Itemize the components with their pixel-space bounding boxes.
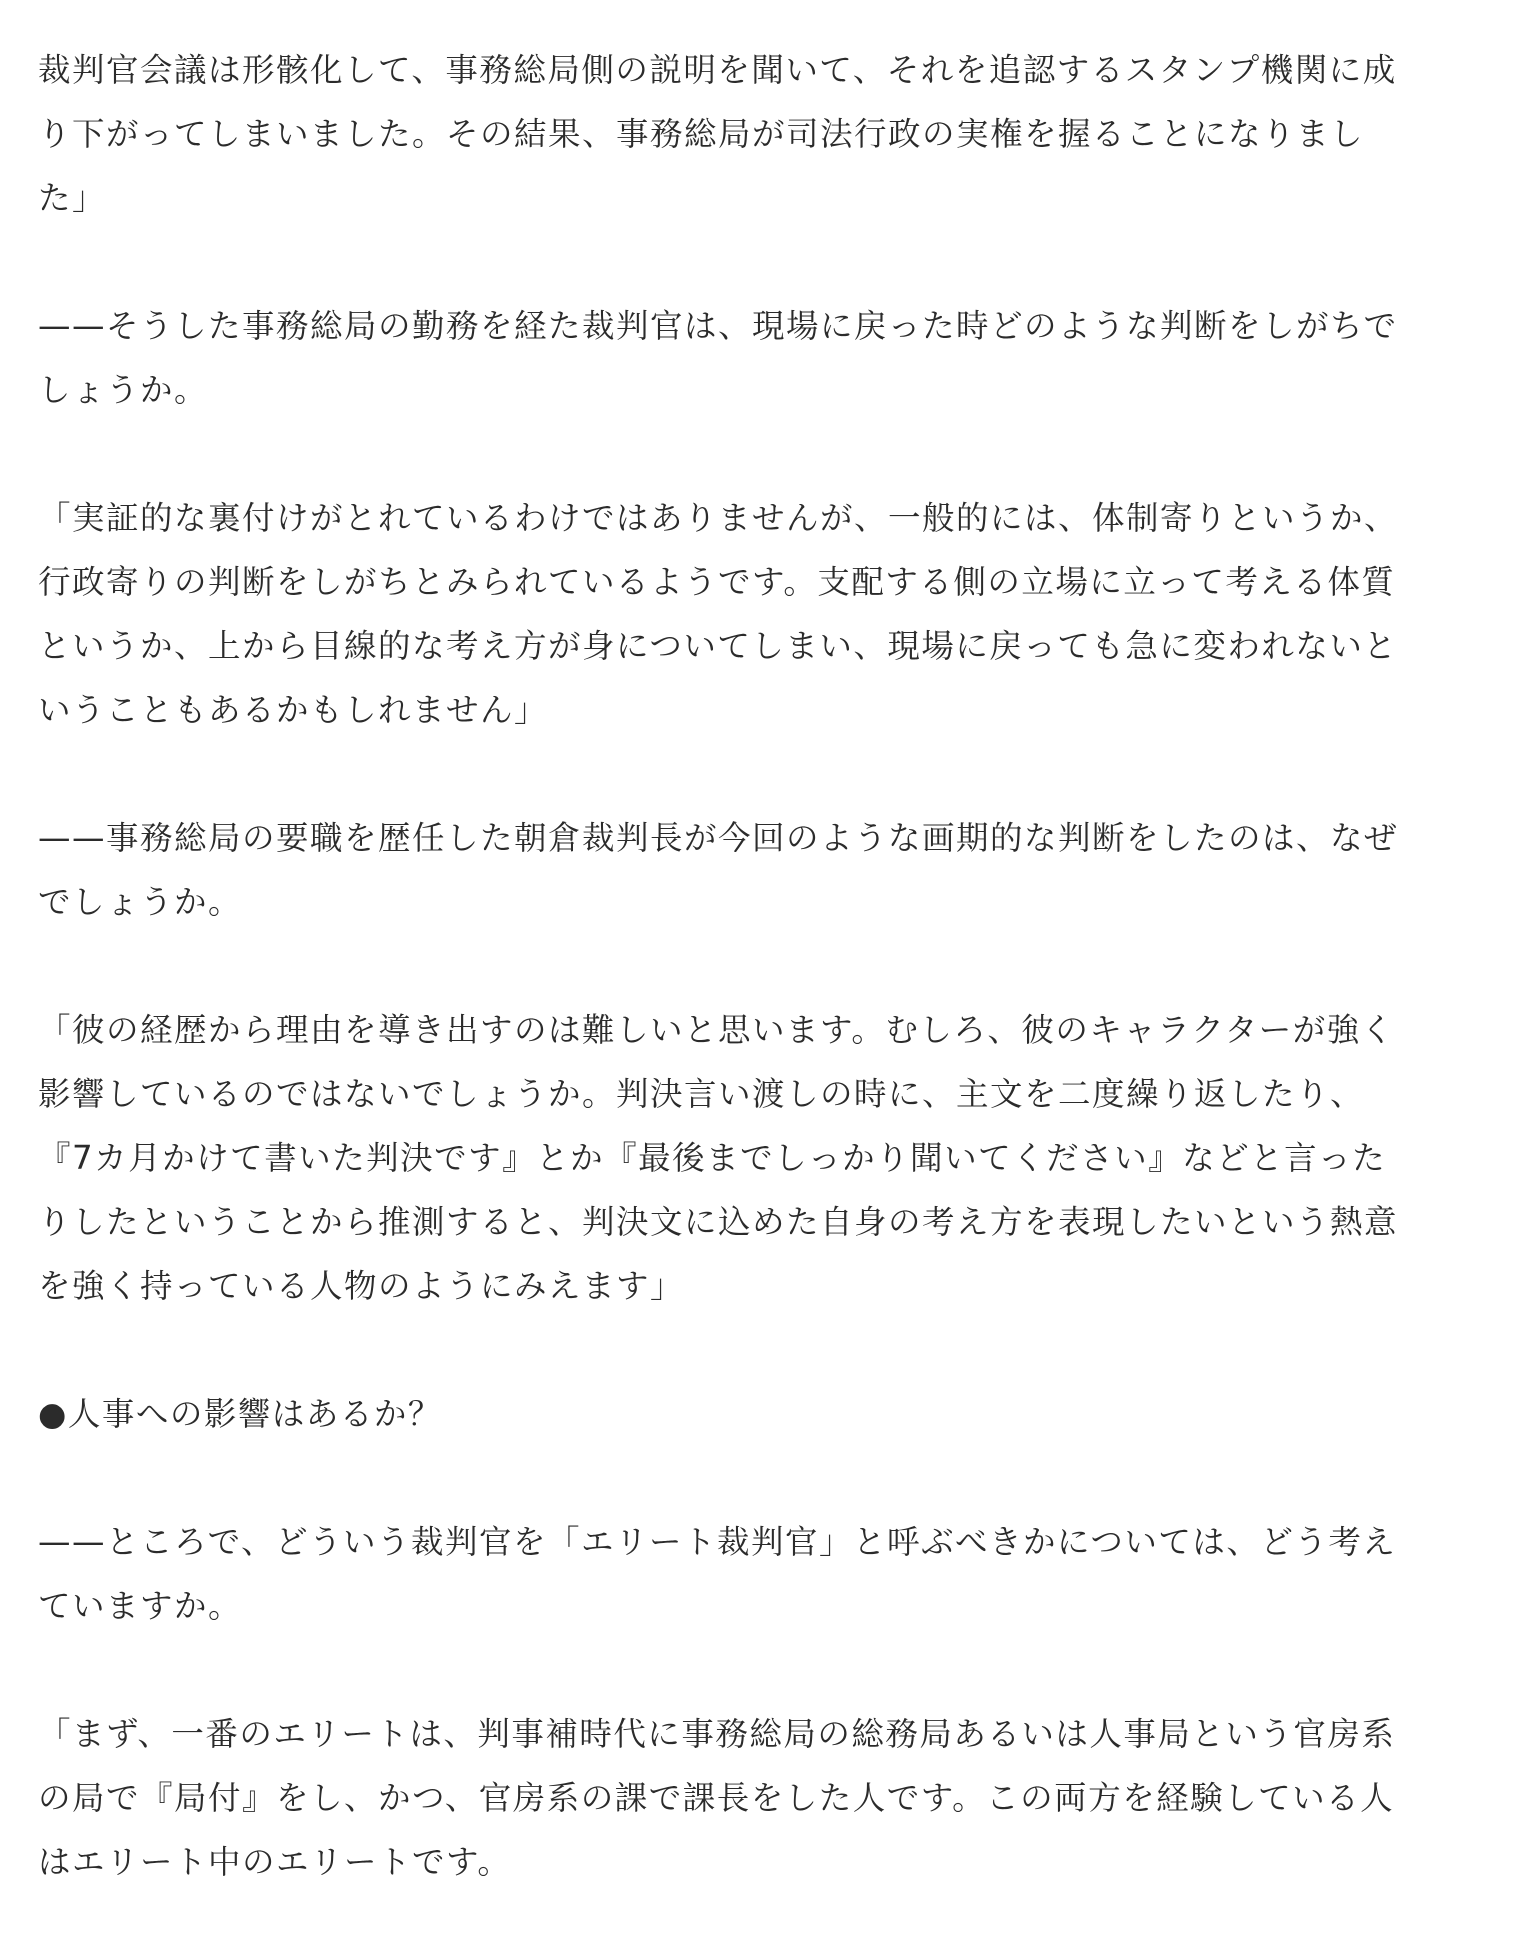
answer-paragraph — [38, 1702, 1490, 1894]
text-line: ——事務総局の要職を歴任した朝倉裁判長が今回のような画期的な判断をしたのは、なぜ — [38, 819, 1399, 857]
text-line: 影響しているのではないでしょうか。判決言い渡しの時に、主文を二度繰り返したり、 — [38, 1075, 1365, 1113]
answer-paragraph — [38, 998, 1490, 1318]
question-paragraph — [38, 806, 1490, 934]
question-paragraph — [38, 1510, 1490, 1638]
text-line: でしょうか。 — [38, 883, 243, 921]
text-line: 裁判官会議は形骸化して、事務総局側の説明を聞いて、それを追認するスタンプ機関に成 — [38, 51, 1397, 89]
text-line: りしたということから推測すると、判決文に込めた自身の考え方を表現したいという熱意 — [38, 1203, 1399, 1241]
text-line: 「実証的な裏付けがとれているわけではありませんが、一般的には、体制寄りというか、 — [38, 499, 1399, 537]
text-line: り下がってしまいました。その結果、事務総局が司法行政の実権を握ることになりまし — [38, 115, 1365, 153]
article-body — [38, 38, 1490, 1958]
question-paragraph — [38, 294, 1490, 422]
text-line: ——そうした事務総局の勤務を経た裁判官は、現場に戻った時どのような判断をしがちで — [38, 307, 1398, 345]
text-line: 「彼の経歴から理由を導き出すのは難しいと思います。むしろ、彼のキャラクターが強く — [38, 1011, 1395, 1049]
text-line: の局で『局付』をし、かつ、官房系の課で課長をした人です。この両方を経験している人 — [38, 1779, 1395, 1817]
text-line: 「まず、一番のエリートは、判事補時代に事務総局の総務局あるいは人事局という官房系 — [38, 1715, 1396, 1753]
text-line: ていますか。 — [38, 1587, 243, 1625]
text-line: を強く持っている人物のようにみえます」 — [38, 1267, 685, 1305]
section-heading-text: ●人事への影響はあるか？ — [38, 1395, 442, 1433]
text-line: いうこともあるかもしれません」 — [38, 691, 549, 729]
text-line: というか、上から目線的な考え方が身についてしまい、現場に戻っても急に変われないと — [38, 627, 1398, 665]
section-heading — [38, 1382, 1490, 1446]
text-line: はエリート中のエリートです。 — [38, 1843, 512, 1881]
answer-paragraph — [38, 486, 1490, 742]
text-line: ——ところで、どういう裁判官を「エリート裁判官」と呼ぶべきかについては、どう考え — [38, 1523, 1397, 1561]
text-line: た」 — [38, 179, 107, 217]
text-line: 行政寄りの判断をしがちとみられているようです。支配する側の立場に立って考える体質 — [38, 563, 1396, 601]
text-line: しょうか。 — [38, 371, 209, 409]
text-line: 『7カ月かけて書いた判決です』とか『最後までしっかり聞いてください』などと言った — [38, 1139, 1387, 1177]
answer-paragraph — [38, 38, 1490, 230]
